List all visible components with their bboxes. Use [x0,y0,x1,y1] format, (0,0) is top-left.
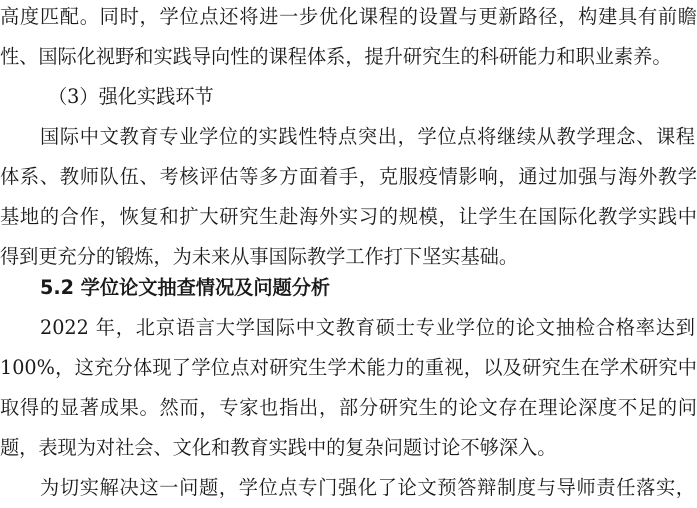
paragraph-line: 得到更充分的锻炼，为未来从事国际教学工作打下坚实基础。 [0,245,519,268]
subsection-heading: （3）强化实践环节 [48,85,214,108]
section-heading: 5.2 学位论文抽查情况及问题分析 [40,276,331,299]
paragraph-line: 性、国际化视野和实践导向性的课程体系，提升研究生的科研能力和职业素养。 [0,45,672,68]
paragraph-line: 题，表现为对社会、文化和教育实践中的复杂问题讨论不够深入。 [0,436,557,459]
paragraph-line: 高度匹配。同时，学位点还将进一步优化课程的设置与更新路径，构建具有前瞻 [0,5,697,28]
paragraph-line: 体系、教师队伍、考核评估等多方面着手，克服疫情影响，通过加强与海外教学 [0,165,697,188]
paragraph-line: 100%，这充分体现了学位点对研究生学术能力的重视，以及研究生在学术研究中 [0,356,697,379]
paragraph-line: 国际中文教育专业学位的实践性特点突出，学位点将继续从教学理念、课程 [40,125,695,148]
paragraph-line: 取得的显著成果。然而，专家也指出，部分研究生的论文存在理论深度不足的问 [0,396,697,419]
paragraph-line: 2022 年，北京语言大学国际中文教育硕士专业学位的论文抽检合格率达到 [40,316,695,339]
paragraph-line: 基地的合作，恢复和扩大研究生赴海外实习的规模，让学生在国际化教学实践中 [0,205,697,228]
paragraph-line: 为切实解决这一问题，学位点专门强化了论文预答辩制度与导师责任落实， [40,476,695,499]
